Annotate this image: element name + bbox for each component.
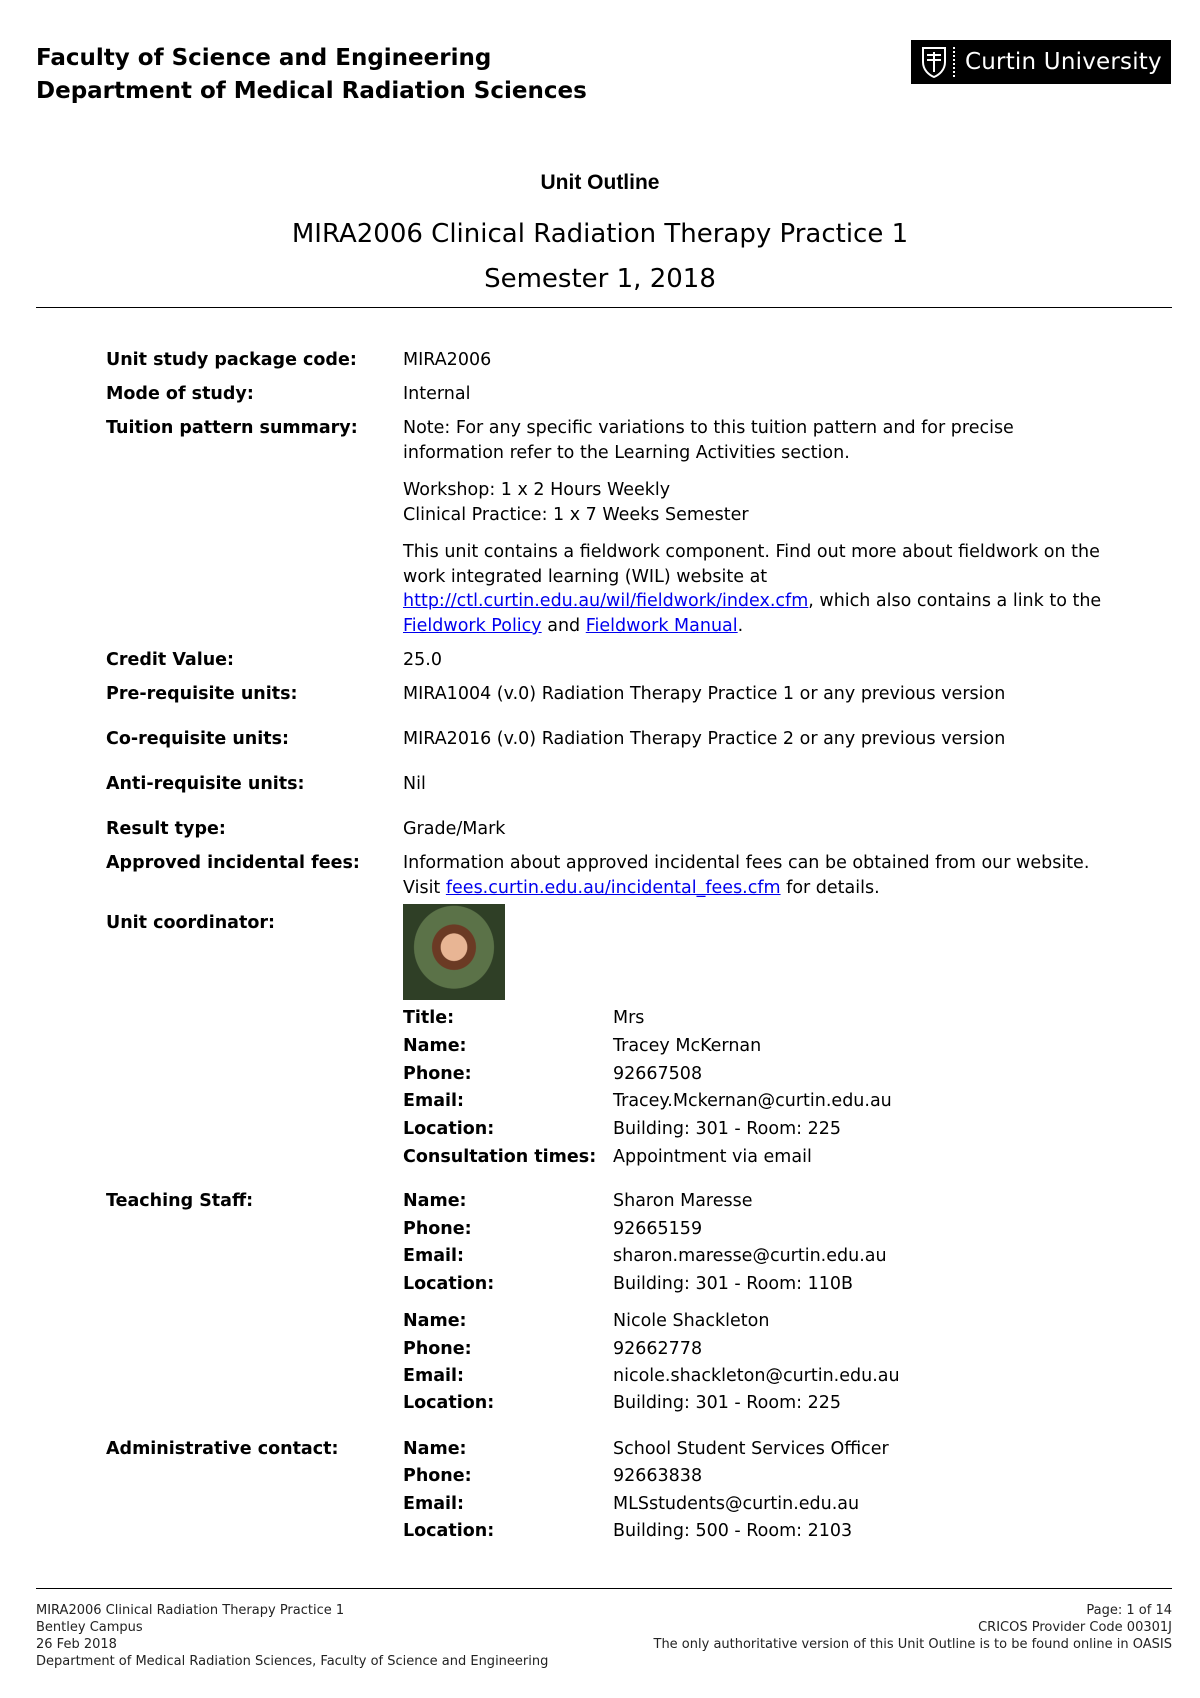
curtin-logo <box>911 40 1171 84</box>
clinical-pattern: Clinical Practice: 1 x 7 Weeks Semester <box>403 505 749 525</box>
fees-line-2 <box>403 876 880 900</box>
unit-outline-heading: Unit Outline <box>540 171 660 194</box>
code-value: MIRA2006 <box>403 350 492 370</box>
footer-cricos: CRICOS Provider Code 00301J <box>978 1620 1172 1635</box>
logo-text: Curtin University <box>965 49 1162 75</box>
coreq-value: MIRA2016 (v.0) Radiation Therapy Practice 2 or any previous version <box>403 729 1006 749</box>
faculty-name: Faculty of Science and Engineering <box>36 45 492 71</box>
coordinator-name-label: Name: <box>403 1036 467 1056</box>
result-value: Grade/Mark <box>403 819 506 839</box>
staff-2-location: Building: 301 - Room: 225 <box>613 1393 841 1413</box>
footer-campus: Bentley Campus <box>36 1620 143 1635</box>
admin-location: Building: 500 - Room: 2103 <box>613 1521 853 1541</box>
fees-link[interactable]: fees.curtin.edu.au/incidental_fees.cfm <box>445 878 781 898</box>
coordinator-name: Tracey McKernan <box>613 1036 762 1056</box>
mode-value: Internal <box>403 384 471 404</box>
and-text: and <box>547 616 581 636</box>
footer-right <box>654 1602 1173 1653</box>
admin-phone: 92663838 <box>613 1466 703 1486</box>
coordinator-location-label: Location: <box>403 1119 495 1139</box>
admin-name: School Student Services Officer <box>613 1439 889 1459</box>
coordinator-email-label: Email: <box>403 1091 464 1111</box>
staff-1-location: Building: 301 - Room: 110B <box>613 1274 853 1294</box>
admin-contact-label: Administrative contact: <box>106 1439 339 1459</box>
staff-1-phone-label: Phone: <box>403 1219 472 1239</box>
tuition-note-line-2: information refer to the Learning Activities section. <box>403 443 850 463</box>
code-label: Unit study package code: <box>106 350 357 370</box>
staff-2-name-label: Name: <box>403 1311 467 1331</box>
logo-separator <box>953 47 957 77</box>
fieldwork-line-4 <box>403 614 743 638</box>
fieldwork-line-3 <box>403 589 1101 613</box>
result-label: Result type: <box>106 819 226 839</box>
coordinator-label: Unit coordinator: <box>106 913 275 933</box>
footer-page: Page: 1 of 14 <box>1086 1603 1172 1618</box>
mode-label: Mode of study: <box>106 384 254 404</box>
footer-left <box>36 1602 548 1670</box>
unit-title: MIRA2006 Clinical Radiation Therapy Practice 1 <box>291 219 909 249</box>
fieldwork-period: . <box>737 616 744 636</box>
workshop-pattern: Workshop: 1 x 2 Hours Weekly <box>403 480 671 500</box>
faculty-header <box>36 42 587 108</box>
prereq-value: MIRA1004 (v.0) Radiation Therapy Practice 1 or any previous version <box>403 684 1006 704</box>
coordinator-phone: 92667508 <box>613 1064 703 1084</box>
admin-name-label: Name: <box>403 1439 467 1459</box>
footer-divider <box>36 1588 1172 1589</box>
fieldwork-line-3-text: , which also contains a link to the <box>808 591 1102 611</box>
footer-date: 26 Feb 2018 <box>36 1637 117 1652</box>
staff-2-email: nicole.shackleton@curtin.edu.au <box>613 1366 900 1386</box>
staff-1-location-label: Location: <box>403 1274 495 1294</box>
prereq-label: Pre-requisite units: <box>106 684 298 704</box>
antireq-label: Anti-requisite units: <box>106 774 305 794</box>
antireq-value: Nil <box>403 774 426 794</box>
tuition-note-line-1: Note: For any specific variations to this tuition pattern and for precise <box>403 418 1014 438</box>
teaching-staff-label: Teaching Staff: <box>106 1191 254 1211</box>
coordinator-location: Building: 301 - Room: 225 <box>613 1119 841 1139</box>
fees-visit: Visit <box>403 878 441 898</box>
staff-1-email: sharon.maresse@curtin.edu.au <box>613 1246 887 1266</box>
department-name: Department of Medical Radiation Sciences <box>36 78 587 104</box>
fees-line-2-text: for details. <box>786 878 880 898</box>
footer-unit: MIRA2006 Clinical Radiation Therapy Practice 1 <box>36 1603 345 1618</box>
staff-1-phone: 92665159 <box>613 1219 703 1239</box>
staff-2-phone-label: Phone: <box>403 1339 472 1359</box>
coreq-label: Co-requisite units: <box>106 729 290 749</box>
footer-department: Department of Medical Radiation Sciences, Faculty of Science and Engineering <box>36 1654 549 1669</box>
coordinator-consult: Appointment via email <box>613 1147 812 1167</box>
footer-authoritative-note: The only authoritative version of this Unit Outline is to be found online in OASIS <box>653 1637 1172 1652</box>
admin-location-label: Location: <box>403 1521 495 1541</box>
credit-label: Credit Value: <box>106 650 235 670</box>
fieldwork-policy-link[interactable]: Fieldwork Policy <box>403 616 542 636</box>
staff-1-email-label: Email: <box>403 1246 464 1266</box>
tuition-label: Tuition pattern summary: <box>106 418 358 438</box>
fieldwork-link[interactable]: http://ctl.curtin.edu.au/wil/fieldwork/index.cfm <box>403 591 809 611</box>
admin-email-label: Email: <box>403 1494 464 1514</box>
fieldwork-line-1: This unit contains a fieldwork component. Find out more about fieldwork on the <box>403 542 1100 562</box>
staff-2-email-label: Email: <box>403 1366 464 1386</box>
admin-email: MLSstudents@curtin.edu.au <box>613 1494 860 1514</box>
coordinator-consult-label: Consultation times: <box>403 1147 597 1167</box>
fieldwork-manual-link[interactable]: Fieldwork Manual <box>585 616 738 636</box>
staff-2-name: Nicole Shackleton <box>613 1311 770 1331</box>
header-divider <box>36 307 1172 308</box>
fees-line-1: Information about approved incidental fees can be obtained from our website. <box>403 853 1090 873</box>
semester-title: Semester 1, 2018 <box>484 264 716 294</box>
coordinator-photo <box>403 904 505 1000</box>
fieldwork-line-2: work integrated learning (WIL) website at <box>403 567 768 587</box>
staff-2-phone: 92662778 <box>613 1339 703 1359</box>
admin-phone-label: Phone: <box>403 1466 472 1486</box>
credit-value: 25.0 <box>403 650 442 670</box>
coordinator-email: Tracey.Mckernan@curtin.edu.au <box>613 1091 892 1111</box>
crest-icon <box>921 46 947 78</box>
staff-1-name-label: Name: <box>403 1191 467 1211</box>
fees-label: Approved incidental fees: <box>106 853 360 873</box>
coordinator-title: Mrs <box>613 1008 645 1028</box>
coordinator-title-label: Title: <box>403 1008 455 1028</box>
coordinator-phone-label: Phone: <box>403 1064 472 1084</box>
staff-2-location-label: Location: <box>403 1393 495 1413</box>
staff-1-name: Sharon Maresse <box>613 1191 753 1211</box>
